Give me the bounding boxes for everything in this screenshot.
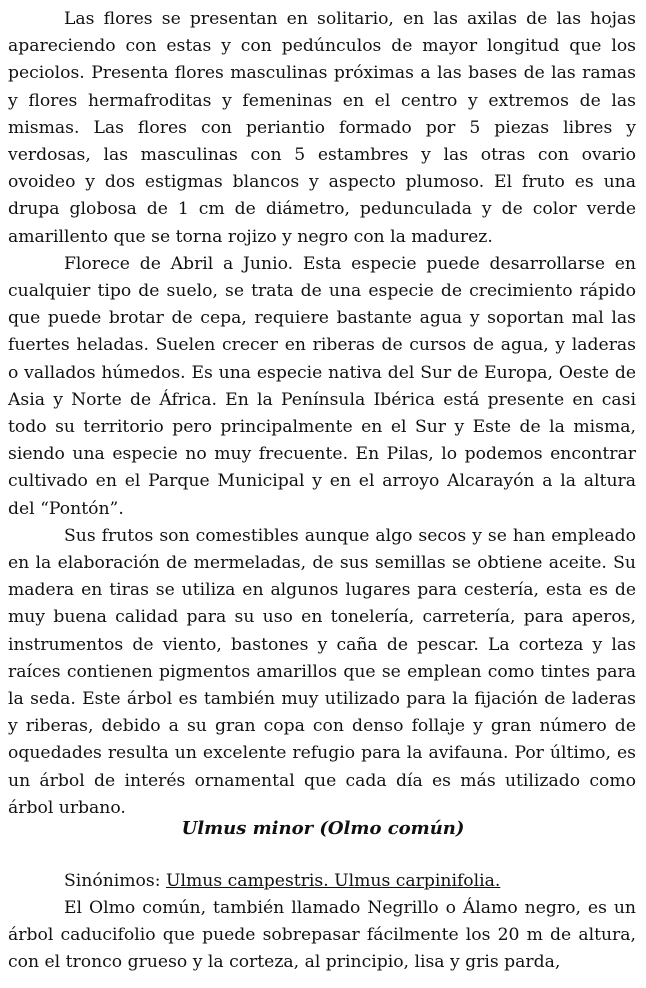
page-body xyxy=(8,6,636,822)
paragraph-usos: Sus frutos son comestibles aunque algo secos y se han empleado en la elaboración de mermeladas, de sus semillas se obtiene aceite. Su madera en tiras se utiliza en algunos lugares para cestería, esta es de muy buena calidad para su uso en tonelería, carretería, para aperos, instrumentos de viento, bastones y caña de pescar. La corteza y las raíces contienen pigmentos amarillos que se emplean como tintes para la seda. Este árbol es también muy utilizado para la fijación de laderas y riberas, debido a su gran copa con denso follaje y gran número de oquedades resulta un excelente refugio para la avifauna. Por último, es un árbol de interés ornamental que cada día es más utilizado como árbol urbano. xyxy=(8,525,636,818)
synonyms-line xyxy=(8,868,636,895)
section-heading: Ulmus minor (Olmo común) xyxy=(181,818,465,839)
synonyms-label: Sinónimos: xyxy=(64,871,166,891)
paragraph-flores: Las flores se presentan en solitario, en las axilas de las hojas apareciendo con estas y con pedúnculos de mayor longitud que los peciolos. Presenta flores masculinas próximas a las bases de las ramas y flores hermafroditas y femeninas en el centro y extremos de las mismas. Las flores con periantio formado por 5 piezas libres y verdosas, las masculinas con 5 estambres y las otras con ovario ovoideo y dos estigmas blancos y aspecto plumoso. El fruto es una drupa globosa de 1 cm de diámetro, pedunculada y de color verde amarillento que se torna rojizo y negro con la madurez. xyxy=(8,9,636,247)
paragraph-olmo-intro: El Olmo común, también llamado Negrillo o Álamo negro, es un árbol caducifolio que puede sobrepasar fácilmente los 20 m de altura, con el tronco grueso y la corteza, al principio, lisa y gris parda, xyxy=(8,898,636,973)
paragraph-floracion: Florece de Abril a Junio. Esta especie puede desarrollarse en cualquier tipo de suelo, se trata de una especie de crecimiento rápido que puede brotar de cepa, requiere bastante agua y soportan mal las fuertes heladas. Suelen crecer en riberas de cursos de agua, y laderas o vallados húmedos. Es una especie nativa del Sur de Europa, Oeste de Asia y Norte de África. En la Península Ibérica está presente en casi todo su territorio pero principalmente en el Sur y Este de la misma, siendo una especie no muy frecuente. En Pilas, lo podemos encontrar cultivado en el Parque Municipal y en el arroyo Alcarayón a la altura del “Pontón”. xyxy=(8,253,636,519)
synonyms-value: Ulmus campestris. Ulmus carpinifolia. xyxy=(165,871,501,891)
